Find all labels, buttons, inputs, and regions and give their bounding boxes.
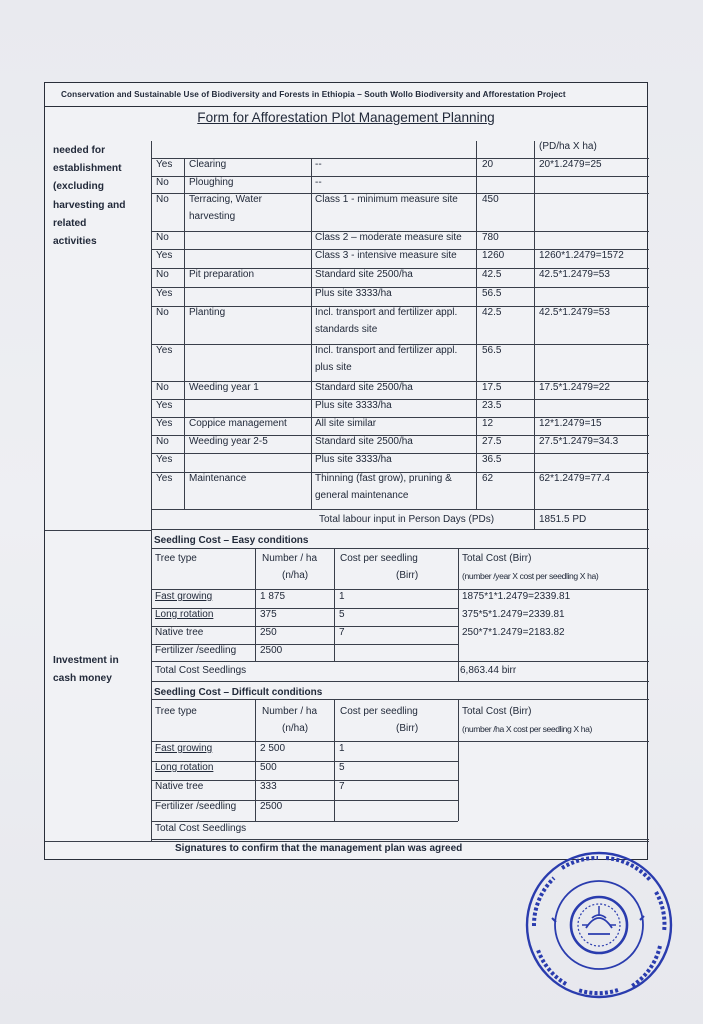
grid-line	[151, 608, 458, 609]
section-label: activities	[53, 236, 97, 247]
grid-line	[534, 141, 535, 530]
person-days-cell: 42.5	[482, 307, 502, 318]
yes-no-cell: Yes	[156, 250, 173, 261]
section-label: cash money	[53, 673, 112, 685]
person-days-cell: 780	[482, 232, 499, 243]
form-title: Form for Afforestation Plot Management Planning	[197, 110, 495, 125]
cost-cell: 7	[339, 627, 345, 638]
number-cell: 2500	[260, 645, 283, 656]
activity-cell: Clearing	[189, 159, 227, 170]
person-days-cell: 450	[482, 194, 499, 205]
cost-header-unit: (Birr)	[396, 723, 419, 734]
type-cell: Incl. transport and fertilizer appl.	[315, 345, 458, 356]
cost-header-unit: (Birr)	[396, 570, 419, 581]
grid-line	[255, 699, 256, 821]
section-label: establishment	[53, 163, 122, 175]
type-cell: plus site	[315, 362, 352, 373]
cost-header: Cost per seedling	[340, 553, 418, 564]
person-days-cell: 42.5	[482, 269, 502, 280]
type-cell: Class 2 – moderate measure site	[315, 232, 462, 243]
type-cell: --	[315, 159, 322, 170]
grid-line	[476, 141, 477, 509]
person-days-cell: 1260	[482, 250, 505, 261]
tree-type-cell: Fast growing	[155, 591, 213, 602]
number-header: Number / ha	[262, 553, 318, 564]
yes-no-cell: No	[156, 307, 169, 318]
calc-cell: 42.5*1.2479=53	[539, 307, 610, 318]
yes-no-cell: No	[156, 382, 169, 393]
cost-header: Cost per seedling	[340, 706, 418, 717]
yes-no-cell: Yes	[156, 159, 173, 170]
tree-type-header: Tree type	[155, 553, 197, 564]
yes-no-cell: Yes	[156, 454, 173, 465]
grid-line	[151, 548, 649, 549]
grid-line	[151, 453, 649, 454]
grid-line	[151, 141, 152, 530]
section-label: (excluding	[53, 181, 104, 193]
section-label: needed for	[53, 145, 106, 156]
total-header-formula: (number /year X cost per seedling X ha)	[462, 571, 599, 581]
type-cell: Incl. transport and fertilizer appl.	[315, 307, 458, 318]
grid-line	[151, 529, 649, 530]
total-seedlings-label: Total Cost Seedlings	[155, 823, 247, 834]
type-cell: Plus site 3333/ha	[315, 400, 392, 411]
calc-cell: 27.5*1.2479=34.3	[539, 436, 619, 447]
grid-line	[151, 839, 649, 840]
yes-no-cell: Yes	[156, 288, 173, 299]
yes-no-cell: No	[156, 177, 169, 188]
seedling-title: Seedling Cost – Easy conditions	[154, 535, 309, 546]
total-header-formula: (number /ha X cost per seedling X ha)	[462, 724, 592, 734]
number-cell: 1 875	[260, 591, 286, 602]
grid-line	[184, 158, 185, 509]
activity-cell: Ploughing	[189, 177, 234, 188]
type-cell: Plus site 3333/ha	[315, 288, 392, 299]
grid-line	[151, 800, 458, 801]
type-cell: standards site	[315, 324, 378, 335]
yes-no-cell: Yes	[156, 400, 173, 411]
calc-cell: 1260*1.2479=1572	[539, 250, 624, 261]
grid-line	[45, 530, 151, 531]
type-cell: --	[315, 177, 322, 188]
calc-cell: 42.5*1.2479=53	[539, 269, 610, 280]
number-header-unit: (n/ha)	[282, 723, 309, 734]
total-seedlings-label: Total Cost Seedlings	[155, 665, 247, 676]
seedling-title: Seedling Cost – Difficult conditions	[154, 687, 323, 698]
cost-cell: 7	[339, 781, 345, 792]
grid-line	[151, 626, 458, 627]
grid-line	[334, 699, 335, 821]
signatures-label: Signatures to confirm that the management plan was agreed	[175, 843, 463, 854]
number-cell: 2500	[260, 801, 283, 812]
calc-cell: 12*1.2479=15	[539, 418, 602, 429]
grid-line	[458, 548, 459, 661]
grid-line	[151, 821, 458, 822]
grid-line	[151, 530, 152, 841]
total-labour-label: Total labour input in Person Days (PDs)	[319, 514, 495, 525]
cost-cell: 5	[339, 762, 345, 773]
type-cell: All site similar	[315, 418, 377, 429]
cost-cell: 5	[339, 609, 345, 620]
person-days-cell: 23.5	[482, 400, 502, 411]
grid-line	[151, 780, 458, 781]
grid-line	[45, 841, 649, 842]
total-header: Total Cost (Birr)	[462, 706, 532, 717]
grid-line	[458, 661, 459, 681]
type-cell: Class 1 - minimum measure site	[315, 194, 458, 205]
type-cell: Thinning (fast grow), pruning &	[315, 473, 452, 484]
type-cell: Class 3 - intensive measure site	[315, 250, 457, 261]
total-cell: 250*7*1.2479=2183.82	[462, 627, 565, 638]
grid-line	[458, 699, 459, 821]
grid-line	[151, 644, 458, 645]
person-days-cell: 17.5	[482, 382, 502, 393]
yes-no-cell: No	[156, 436, 169, 447]
section-label: harvesting and	[53, 199, 126, 211]
project-header: Conservation and Sustainable Use of Biodiversity and Forests in Ethiopia – South Wollo Biodiversity and Afforestation Project	[45, 83, 647, 107]
cost-cell: 1	[339, 743, 345, 754]
grid-line	[151, 589, 649, 590]
person-days-cell: 20	[482, 159, 494, 170]
col5-header: (PD/ha X ha)	[539, 141, 597, 152]
type-cell: Standard site 2500/ha	[315, 436, 413, 447]
yes-no-cell: Yes	[156, 473, 173, 484]
grid-line	[151, 509, 649, 510]
section-label: related	[53, 217, 87, 229]
type-cell: general maintenance	[315, 490, 409, 501]
calc-cell: 62*1.2479=77.4	[539, 473, 610, 484]
calc-cell: 17.5*1.2479=22	[539, 382, 610, 393]
official-stamp-icon	[522, 848, 676, 1002]
tree-type-cell: Native tree	[155, 781, 204, 792]
grid-line	[151, 681, 649, 682]
grid-line	[151, 699, 649, 700]
yes-no-cell: No	[156, 269, 169, 280]
activity-cell: Coppice management	[189, 418, 287, 429]
tree-type-cell: Fast growing	[155, 743, 213, 754]
activity-cell: Pit preparation	[189, 269, 255, 280]
number-header-unit: (n/ha)	[282, 570, 309, 581]
grid-line	[151, 399, 649, 400]
total-seedlings-value: 6,863.44 birr	[460, 665, 517, 676]
grid-line	[311, 158, 312, 509]
tree-type-header: Tree type	[155, 706, 197, 717]
number-cell: 250	[260, 627, 277, 638]
person-days-cell: 62	[482, 473, 494, 484]
activity-cell: Maintenance	[189, 473, 247, 484]
activity-cell: Planting	[189, 307, 226, 318]
tree-type-cell: Long rotation	[155, 609, 214, 620]
tree-type-cell: Long rotation	[155, 762, 214, 773]
type-cell: Standard site 2500/ha	[315, 269, 413, 280]
yes-no-cell: Yes	[156, 345, 173, 356]
number-cell: 375	[260, 609, 277, 620]
tree-type-cell: Native tree	[155, 627, 204, 638]
total-cell: 375*5*1.2479=2339.81	[462, 609, 565, 620]
person-days-cell: 27.5	[482, 436, 502, 447]
tree-type-cell: Fertilizer /seedling	[155, 645, 237, 656]
total-header: Total Cost (Birr)	[462, 553, 532, 564]
tree-type-cell: Fertilizer /seedling	[155, 801, 237, 812]
number-cell: 333	[260, 781, 277, 792]
form-sheet	[44, 82, 648, 860]
person-days-cell: 36.5	[482, 454, 502, 465]
yes-no-cell: No	[156, 194, 169, 205]
type-cell: Plus site 3333/ha	[315, 454, 392, 465]
total-labour-value: 1851.5 PD	[539, 514, 587, 525]
yes-no-cell: Yes	[156, 418, 173, 429]
number-cell: 2 500	[260, 743, 286, 754]
grid-line	[151, 761, 458, 762]
grid-line	[151, 661, 649, 662]
activity-cell: Terracing, Water	[189, 194, 262, 205]
cost-cell: 1	[339, 591, 345, 602]
person-days-cell: 56.5	[482, 345, 502, 356]
number-header: Number / ha	[262, 706, 318, 717]
total-cell: 1875*1*1.2479=2339.81	[462, 591, 571, 602]
type-cell: Standard site 2500/ha	[315, 382, 413, 393]
yes-no-cell: No	[156, 232, 169, 243]
person-days-cell: 12	[482, 418, 494, 429]
grid-line	[151, 741, 649, 742]
grid-line	[151, 287, 649, 288]
number-cell: 500	[260, 762, 277, 773]
activity-cell: harvesting	[189, 211, 236, 222]
calc-cell: 20*1.2479=25	[539, 159, 602, 170]
section-label: Investment in	[53, 655, 119, 666]
activity-cell: Weeding year 1	[189, 382, 259, 393]
person-days-cell: 56.5	[482, 288, 502, 299]
activity-cell: Weeding year 2-5	[189, 436, 268, 447]
